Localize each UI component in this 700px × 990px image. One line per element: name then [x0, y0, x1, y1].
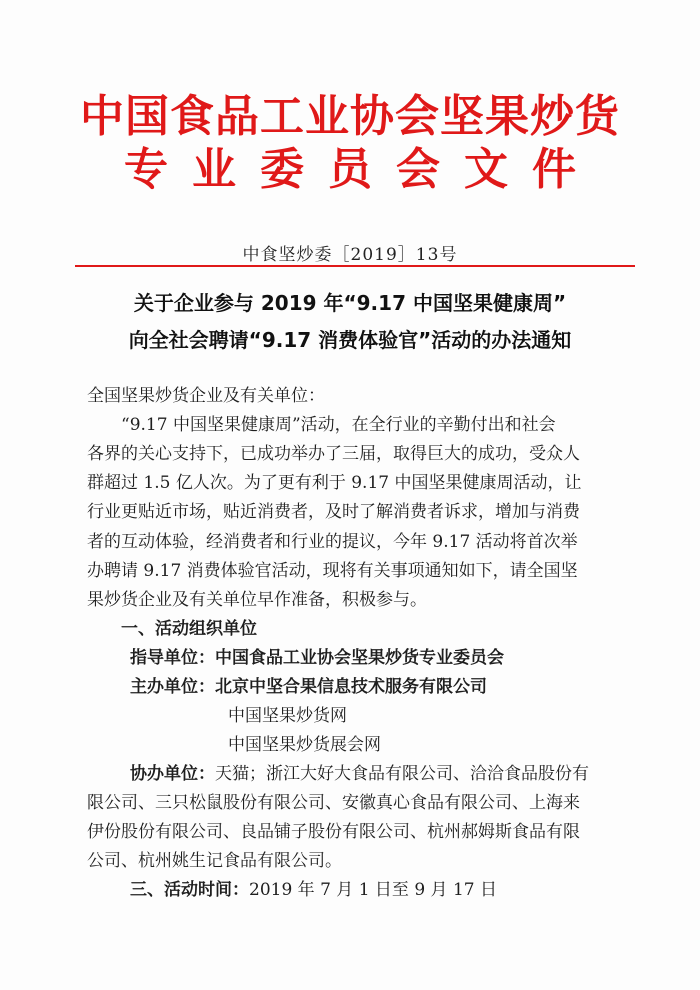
activity-time-value: 2019 年 7 月 1 日至 9 月 17 日: [249, 880, 497, 900]
guide-unit-row: [130, 644, 504, 673]
document-number: 中食坚炒委［2019］13号: [242, 245, 458, 265]
paragraph-line: 各界的关心支持下，已成功举办了三届，取得巨大的成功，受众人: [87, 444, 580, 464]
section1-heading: 一、活动组织单位: [121, 619, 257, 639]
co-unit-line: 伊份股份有限公司、良品铺子股份有限公司、杭州郝姆斯食品有限: [87, 822, 580, 842]
co-unit-value: 天猫；浙江大好大食品有限公司、洽洽食品股份有: [215, 764, 589, 784]
co-unit-line: 限公司、三只松鼠股份有限公司、安徽真心食品有限公司、上海来: [87, 793, 580, 813]
activity-time-row: [130, 876, 497, 905]
issuer-title-line1: 中国食品工业协会坚果炒货: [80, 91, 620, 142]
host-unit-value: 中国坚果炒货网: [228, 706, 347, 726]
paragraph-line: 果炒货企业及有关单位早作准备，积极参与。: [87, 590, 427, 610]
salutation: 全国坚果炒货企业及有关单位：: [87, 386, 325, 406]
host-unit-value: 中国坚果炒货展会网: [228, 735, 381, 755]
host-unit-value: 北京中坚合果信息技术服务有限公司: [215, 677, 487, 697]
co-unit-line: 公司、杭州姚生记食品有限公司。: [87, 851, 342, 871]
co-unit-row: [130, 760, 589, 789]
paragraph-line: 办聘请 9.17 消费体验官活动，现将有关事项通知如下，请全国坚: [87, 561, 578, 581]
subject-line1: 关于企业参与 2019 年“9.17 中国坚果健康周”: [133, 291, 567, 315]
guide-unit-label: 指导单位：: [130, 648, 215, 668]
issuer-title-line2: 专业委员会文件: [124, 144, 600, 195]
activity-time-label: 三、活动时间：: [130, 880, 249, 900]
red-divider-line: [75, 265, 635, 267]
host-unit-row: [130, 673, 487, 702]
paragraph-line: 者的互动体验，经消费者和行业的提议，今年 9.17 活动将首次举: [87, 532, 578, 552]
guide-unit-value: 中国食品工业协会坚果炒货专业委员会: [215, 648, 504, 668]
co-unit-label: 协办单位：: [130, 764, 215, 784]
host-unit-label: 主办单位：: [130, 677, 215, 697]
paragraph-line: 群超过 1.5 亿人次。为了更有利于 9.17 中国坚果健康周活动，让: [87, 473, 582, 493]
paragraph-line: “9.17 中国坚果健康周”活动，在全行业的辛勤付出和社会: [121, 415, 556, 435]
subject-line2: 向全社会聘请“9.17 消费体验官”活动的办法通知: [128, 328, 572, 352]
paragraph-line: 行业更贴近市场，贴近消费者，及时了解消费者诉求，增加与消费: [87, 502, 580, 522]
